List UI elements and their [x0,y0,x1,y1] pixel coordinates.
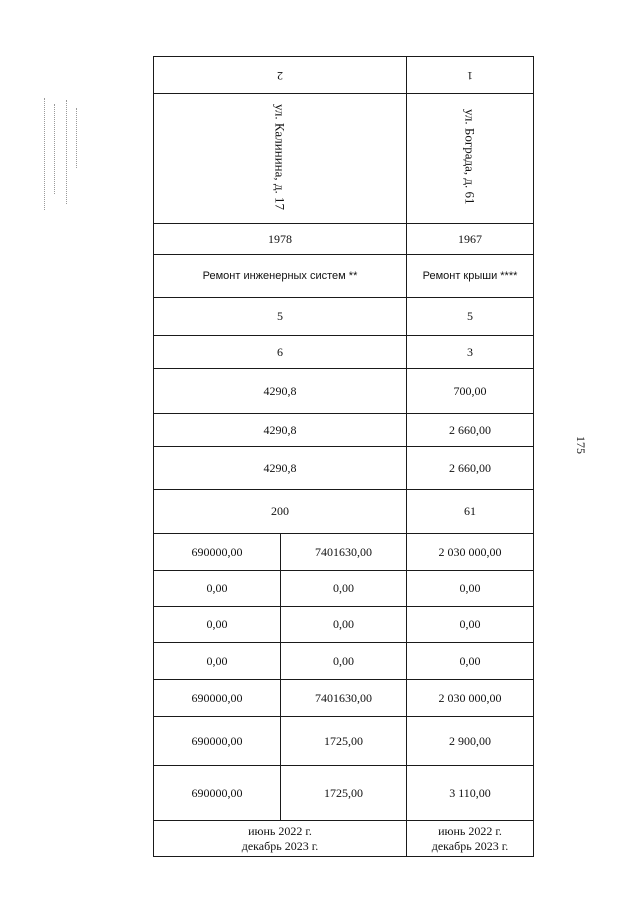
table-row-addresses [154,94,534,224]
column-number-text: 1 [467,68,473,83]
table-row-header-numbers [154,57,534,94]
repair-program-table [153,56,534,857]
table-row-living-area [154,447,534,490]
address-text: ул. Калинина, д. 17 [272,103,288,210]
cell-cost: 690000,00 [154,717,281,766]
period-start: июнь 2022 г. [248,823,312,838]
cell-cost: 3 110,00 [407,766,534,821]
period-end: декабрь 2023 г. [241,838,319,853]
cell-year: 1978 [154,224,407,255]
table-row-cost [154,680,534,717]
cell-entrances: 6 [154,336,407,369]
cell-period [407,821,534,857]
cell-cost: 1725,00 [281,717,407,766]
cell-repair-type: Ремонт крыши **** [407,255,534,298]
table-row-years [154,224,534,255]
page-number: 175 [574,436,588,454]
cell-total-area: 4290,8 [154,369,407,414]
cell-cost: 7401630,00 [281,680,407,717]
cell-residents: 200 [154,490,407,534]
cell-cost: 0,00 [407,643,534,680]
cell-column-number [407,57,534,94]
cell-living-area: 4290,8 [154,447,407,490]
cell-total-area: 700,00 [407,369,534,414]
cell-cost: 7401630,00 [281,534,407,571]
cell-column-number [154,57,407,94]
cell-cost: 0,00 [407,571,534,607]
cell-repair-type: Ремонт инженерных систем ** [154,255,407,298]
cell-cost: 2 030 000,00 [407,534,534,571]
cell-cost: 0,00 [281,571,407,607]
table-row-cost [154,571,534,607]
cell-living-area: 2 660,00 [407,414,534,447]
cell-cost: 690000,00 [154,680,281,717]
cell-residents: 61 [407,490,534,534]
faint-stamp-marks [40,98,84,212]
table-row-floors [154,298,534,336]
cell-cost: 690000,00 [154,766,281,821]
table-row-period [154,821,534,857]
cell-entrances: 3 [407,336,534,369]
cell-floors: 5 [154,298,407,336]
cell-cost: 0,00 [407,607,534,643]
cell-cost: 1725,00 [281,766,407,821]
table-row-cost [154,717,534,766]
cell-cost: 0,00 [281,607,407,643]
cell-cost: 0,00 [154,607,281,643]
table-row-cost [154,766,534,821]
cell-living-area: 2 660,00 [407,447,534,490]
cell-period [154,821,407,857]
table-row-entrances [154,336,534,369]
table-row-repair-type [154,255,534,298]
table-row-residents [154,490,534,534]
cell-living-area: 4290,8 [154,414,407,447]
cell-cost: 0,00 [154,643,281,680]
cell-floors: 5 [407,298,534,336]
cell-cost: 690000,00 [154,534,281,571]
table-row-living-area [154,414,534,447]
cell-cost: 2 030 000,00 [407,680,534,717]
column-number-text: 2 [277,68,283,83]
period-end: декабрь 2023 г. [431,838,509,853]
table-row-cost [154,643,534,680]
cell-cost: 0,00 [281,643,407,680]
cell-cost: 2 900,00 [407,717,534,766]
address-text: ул. Бограда, д. 61 [462,108,478,205]
table-row-total-area [154,369,534,414]
table-row-cost [154,534,534,571]
cell-cost: 0,00 [154,571,281,607]
cell-address [154,94,407,224]
cell-address [407,94,534,224]
cell-year: 1967 [407,224,534,255]
period-start: июнь 2022 г. [438,823,502,838]
table-row-cost [154,607,534,643]
